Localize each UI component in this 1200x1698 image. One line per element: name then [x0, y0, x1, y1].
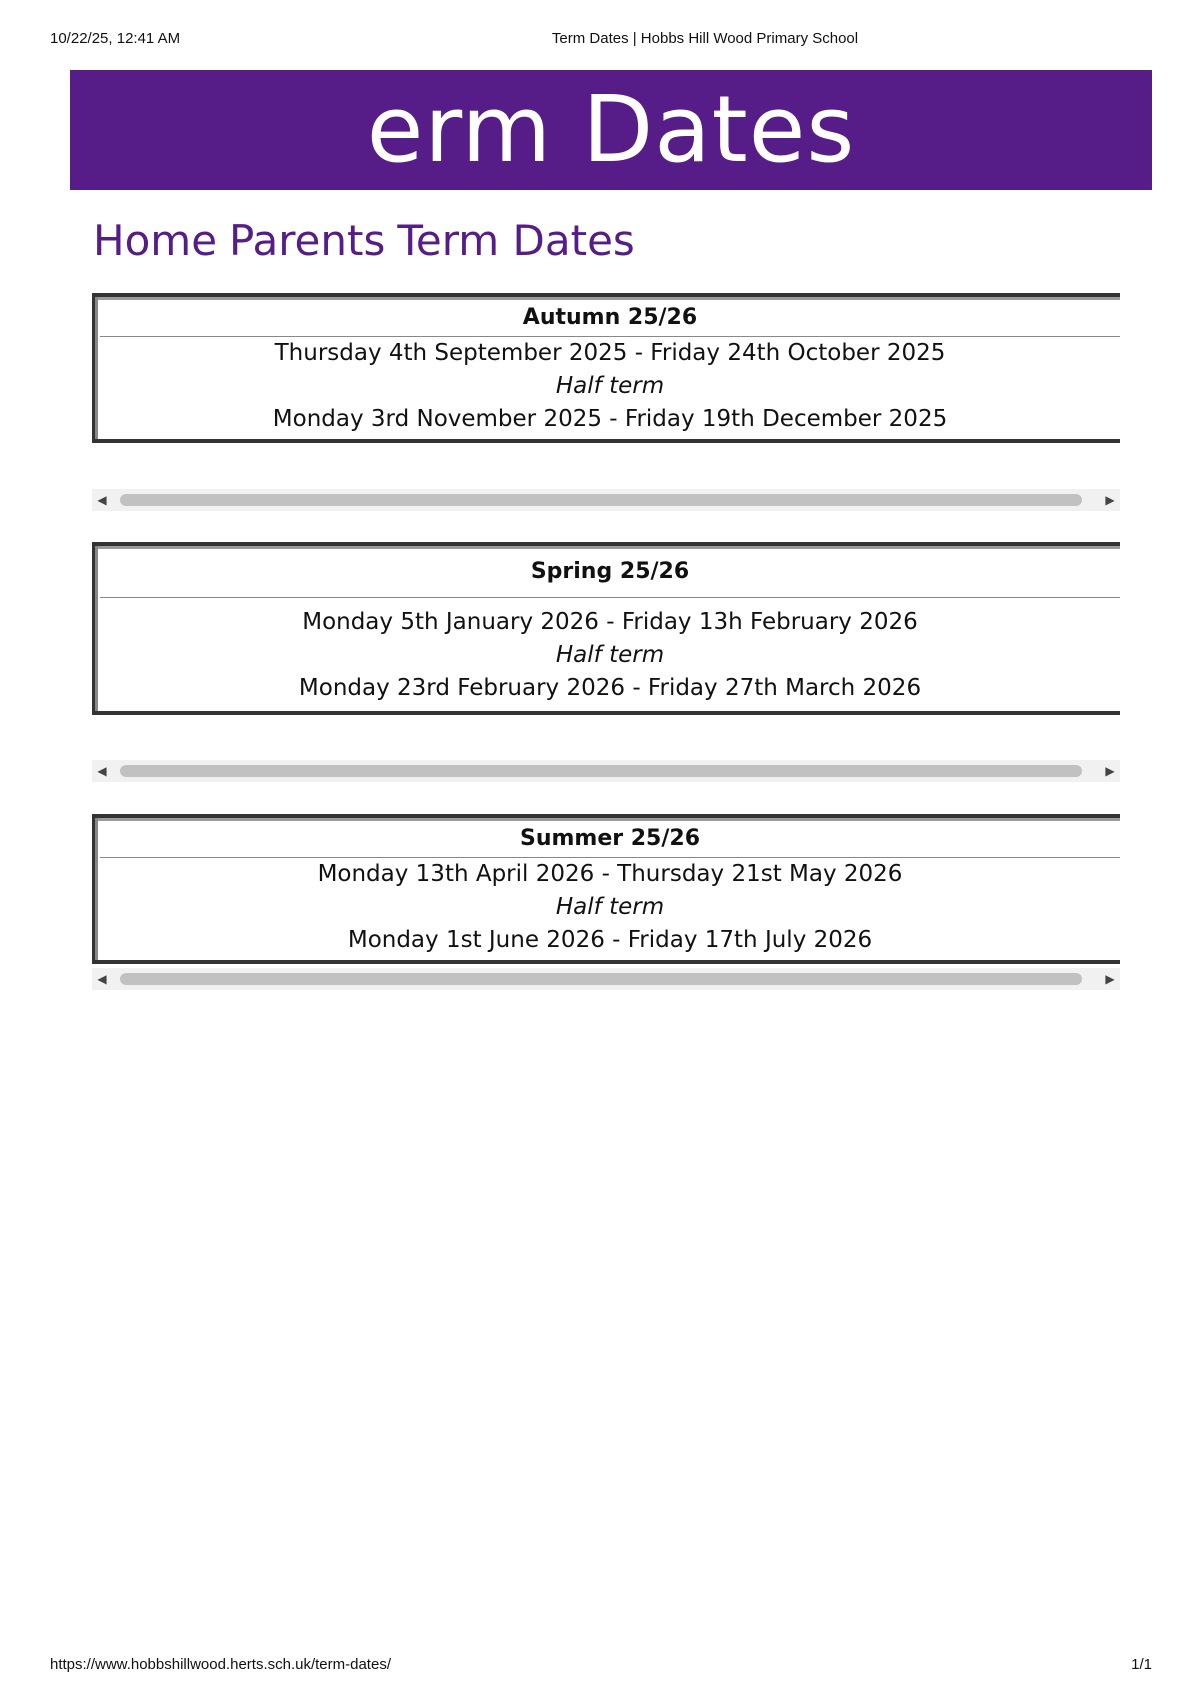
term-heading: Spring 25/26: [100, 546, 1120, 598]
print-page-number: 1/1: [1131, 1656, 1152, 1673]
autumn-table-scrollbar[interactable]: [92, 489, 1120, 511]
breadcrumb-parents-link[interactable]: Parents: [229, 216, 386, 265]
scrollbar-thumb[interactable]: [120, 765, 1082, 777]
scroll-right-arrow-icon[interactable]: ▶: [1105, 972, 1115, 986]
term-second-half: Monday 1st June 2026 - Friday 17th July 2026: [347, 927, 873, 953]
scroll-left-arrow-icon[interactable]: ◀: [97, 972, 107, 986]
breadcrumb: [93, 216, 647, 265]
page-banner: [70, 70, 1152, 190]
term-dates: [100, 858, 1120, 960]
breadcrumb-current: Term Dates: [397, 216, 635, 265]
term-half-term: Half term: [555, 642, 665, 668]
term-dates: [100, 598, 1120, 711]
scroll-right-arrow-icon[interactable]: ▶: [1105, 764, 1115, 778]
print-url: https://www.hobbshillwood.herts.sch.uk/term-dates/: [50, 1656, 391, 1673]
term-first-half: Monday 5th January 2026 - Friday 13h February 2026: [302, 609, 918, 635]
term-second-half: Monday 3rd November 2025 - Friday 19th December 2025: [272, 406, 948, 432]
term-second-half: Monday 23rd February 2026 - Friday 27th March 2026: [298, 675, 922, 701]
summer-term-table: [92, 814, 1120, 964]
autumn-term-table: [92, 293, 1120, 443]
spring-table-scrollbar[interactable]: [92, 760, 1120, 782]
term-dates: [100, 337, 1120, 439]
scroll-left-arrow-icon[interactable]: ◀: [97, 764, 107, 778]
term-heading: Summer 25/26: [100, 818, 1120, 858]
banner-title: erm Dates: [366, 76, 856, 183]
term-heading: Autumn 25/26: [100, 297, 1120, 337]
scrollbar-thumb[interactable]: [120, 973, 1082, 985]
term-first-half: Monday 13th April 2026 - Thursday 21st May 2026: [317, 861, 903, 887]
term-first-half: Thursday 4th September 2025 - Friday 24th October 2025: [274, 340, 946, 366]
term-half-term: Half term: [555, 894, 665, 920]
summer-table-scrollbar[interactable]: [92, 968, 1120, 990]
term-half-term: Half term: [555, 373, 665, 399]
scrollbar-thumb[interactable]: [120, 494, 1082, 506]
scroll-left-arrow-icon[interactable]: ◀: [97, 493, 107, 507]
print-datetime: 10/22/25, 12:41 AM: [50, 30, 181, 47]
print-page-title: Term Dates | Hobbs Hill Wood Primary School: [551, 30, 859, 47]
spring-term-table: [92, 542, 1120, 715]
breadcrumb-home-link[interactable]: Home: [93, 216, 218, 265]
scroll-right-arrow-icon[interactable]: ▶: [1105, 493, 1115, 507]
